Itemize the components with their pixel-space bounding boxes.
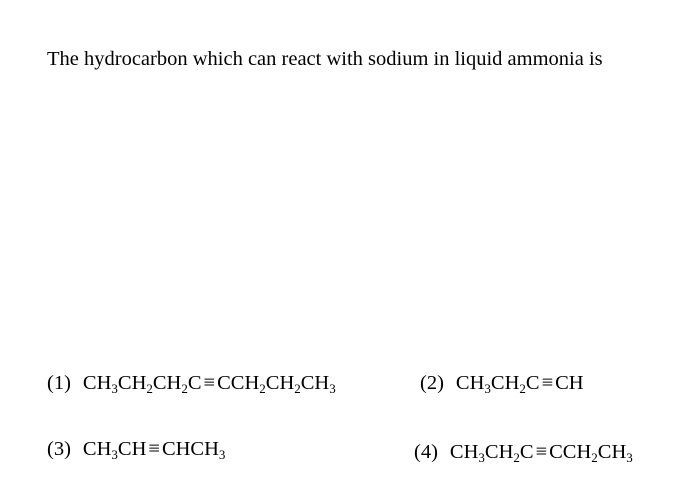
formula-text: CH bbox=[82, 438, 112, 460]
option-formula bbox=[456, 372, 584, 394]
formula-text: CH bbox=[117, 372, 147, 394]
formula-text: CH bbox=[265, 372, 295, 394]
formula-subscript: 3 bbox=[484, 381, 491, 396]
formula-text: CH bbox=[117, 438, 147, 460]
option-4 bbox=[414, 439, 633, 465]
triple-bond: ≡ bbox=[535, 441, 548, 463]
formula-text: C bbox=[519, 441, 534, 463]
formula-subscript: 2 bbox=[591, 450, 598, 465]
formula-text: CH bbox=[490, 372, 520, 394]
formula-subscript: 3 bbox=[626, 450, 633, 465]
option-number: (1) bbox=[47, 372, 71, 394]
formula-subscript: 2 bbox=[519, 381, 526, 396]
formula-text: C bbox=[525, 372, 540, 394]
formula-subscript: 2 bbox=[259, 381, 266, 396]
formula-subscript: 2 bbox=[146, 381, 153, 396]
formula-subscript: 2 bbox=[181, 381, 188, 396]
option-3 bbox=[47, 436, 225, 462]
formula-text: CH bbox=[82, 372, 112, 394]
option-number: (4) bbox=[414, 441, 438, 463]
formula-text: CH bbox=[455, 372, 485, 394]
formula-subscript: 3 bbox=[111, 381, 118, 396]
formula-text: C bbox=[187, 372, 202, 394]
formula-subscript: 3 bbox=[478, 450, 485, 465]
formula-text: CH bbox=[449, 441, 479, 463]
formula-text: CCH bbox=[549, 441, 592, 463]
formula-subscript: 3 bbox=[329, 381, 336, 396]
formula-text: CHCH bbox=[161, 438, 219, 460]
formula-text: CH bbox=[555, 372, 584, 394]
option-formula bbox=[83, 372, 336, 394]
option-1 bbox=[47, 370, 336, 396]
option-number: (2) bbox=[420, 372, 444, 394]
formula-subscript: 2 bbox=[513, 450, 520, 465]
formula-subscript: 2 bbox=[294, 381, 301, 396]
option-2 bbox=[420, 370, 584, 396]
question-text: The hydrocarbon which can react with sodium in liquid ammonia is bbox=[47, 48, 603, 70]
formula-text: CCH bbox=[217, 372, 260, 394]
formula-subscript: 3 bbox=[111, 447, 118, 462]
option-formula bbox=[83, 438, 226, 460]
formula-text: CH bbox=[484, 441, 514, 463]
triple-bond: ≡ bbox=[203, 372, 216, 394]
triple-bond: ≡ bbox=[148, 438, 160, 460]
option-formula bbox=[450, 441, 633, 463]
formula-text: CH bbox=[152, 372, 182, 394]
triple-bond: ≡ bbox=[541, 372, 554, 394]
option-number: (3) bbox=[47, 438, 71, 460]
formula-text: CH bbox=[300, 372, 330, 394]
formula-subscript: 3 bbox=[218, 447, 226, 462]
formula-text: CH bbox=[597, 441, 627, 463]
